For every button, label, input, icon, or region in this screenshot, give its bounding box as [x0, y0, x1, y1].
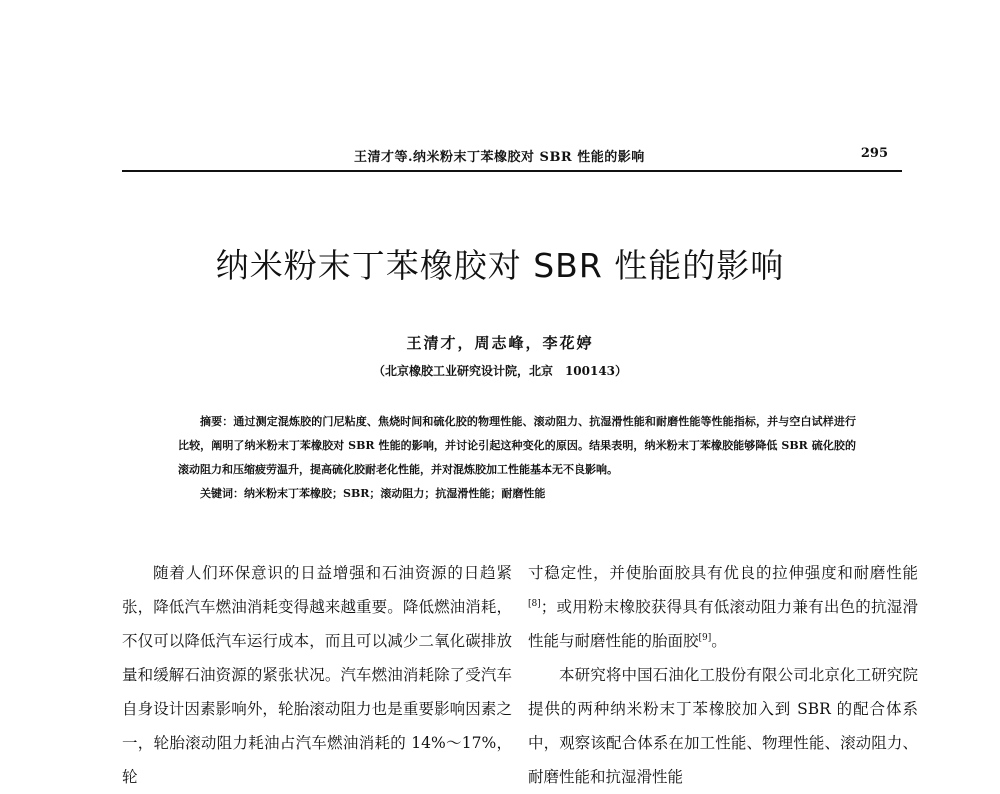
- keywords-text: 纳米粉末丁苯橡胶；SBR；滚动阻力；抗湿滑性能；耐磨性能: [244, 487, 546, 500]
- keywords-paragraph: [178, 482, 856, 506]
- abstract-text: 通过测定混炼胶的门尼粘度、焦烧时间和硫化胶的物理性能、滚动阻力、抗湿滑性能和耐磨性能等性能指标，并与空白试样进行比较，阐明了纳米粉末丁苯橡胶对 SBR 性能的影响，并讨论引起这种变化的原因。结果表明，纳米粉末丁苯橡胶能够降低 SBR 硫化胶的滚动阻力和压缩疲劳温升，提高硫化胶耐老化性能，并对混炼胶加工性能基本无不良影响。: [178, 415, 857, 476]
- right-text-part2: ；或用粉末橡胶获得具有低滚动阻力兼有出色的抗湿滑性能与耐磨性能的胎面胶: [528, 598, 918, 650]
- reference-8: [8]: [528, 598, 541, 609]
- body-paragraph-left: 随着人们环保意识的日益增强和石油资源的日趋紧张，降低汽车燃油消耗变得越来越重要。降低燃油消耗，不仅可以降低汽车运行成本，而且可以减少二氧化碳排放量和缓解石油资源的紧张状况。汽车燃油消耗除了受汽车自身设计因素影响外，轮胎滚动阻力也是重要影响因素之一，轮胎滚动阻力耗油占汽车燃油消耗的 14%～17%，轮: [122, 564, 512, 786]
- keywords-label: 关键词：: [200, 487, 244, 500]
- running-header: [122, 144, 902, 172]
- body-paragraph-right-2: 本研究将中国石油化工股份有限公司北京化工研究院提供的两种纳米粉末丁苯橡胶加入到 SBR 的配合体系中，观察该配合体系在加工性能、物理性能、滚动阻力、耐磨性能和抗湿滑性能: [528, 666, 918, 786]
- abstract-paragraph: [178, 410, 856, 482]
- abstract-label: 摘要：: [200, 415, 234, 428]
- paper-title: 纳米粉末丁苯橡胶对 SBR 性能的影响: [215, 246, 785, 285]
- reference-9: [9]: [698, 632, 712, 643]
- running-title: 王清才等.纳米粉末丁苯橡胶对 SBR 性能的影响: [354, 150, 645, 165]
- authors: 王清才，周志峰，李花婷: [406, 334, 594, 352]
- page-number: 295: [860, 146, 888, 161]
- right-text-part1: 寸稳定性，并使胎面胶具有优良的拉伸强度和耐磨性能: [528, 564, 918, 582]
- abstract: [178, 410, 856, 506]
- body-column-left: [122, 556, 512, 794]
- right-text-end: 。: [711, 632, 727, 650]
- body-column-right: [528, 556, 918, 794]
- body-paragraph-right-1: [528, 556, 918, 658]
- affiliation: （北京橡胶工业研究设计院，北京 100143）: [372, 364, 628, 378]
